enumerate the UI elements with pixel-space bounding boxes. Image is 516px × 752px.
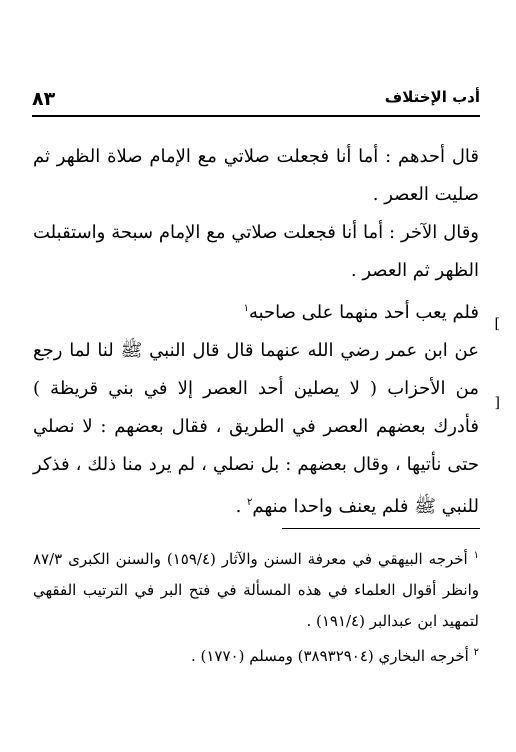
footnote-ref: ٢ [247,497,253,508]
paragraph: فلم يعب أحد منهما على صاحبه$^١$ [243,302,479,323]
running-header [32,88,480,110]
margin-bracket: [ [494,316,500,332]
footnote: $^٢$ أخرجه البخاري (٣٨٩٣٢٩٠٤) ومسلم (١٧٧٠) . [190,647,479,665]
header-rule [32,115,480,117]
footnote-marker: ٢ [473,647,479,658]
footnote-rule [282,528,480,529]
page-number: ٨٣ [32,88,56,110]
margin-bracket: ] [494,395,500,411]
footnote-marker: ١ [473,550,479,561]
book-title: أدب الإختلاف [384,88,480,106]
footnote: $^١$ أخرجه البيهقي في معرفة السنن والآثار (١٥٩/٤) والسنن الكبرى ٨٧/٣ وانظر أقوال العلماء في هذه المسألة في فتح البر في الترتيب الفقهي لتمهيد ابن عبدالبر (١٩١/٤) . [33,550,479,630]
footnotes [33,540,479,672]
paragraph: عن ابن عمر رضي الله عنهما قال قال النبي ﷺ لنا لما رجع من الأحزاب ( لا يصلين أحد العصر إلا في بني قريظة ) فأدرك بعضهم العصر في الطريق ، فقال بعضهم : لا نصلي حتى نأتيها ، وقال بعضهم : بل نصلي ، لم يرد منا ذلك ، فذكر للنبي ﷺ فلم يعنف واحدا منهم$^٢$ . [33,340,479,517]
paragraph: وقال الآخر : أما أنا فجعلت صلاتي مع الإمام سبحة واستقبلت الظهر ثم العصر . [33,222,479,281]
paragraph: قال أحدهم : أما أنا فجعلت صلاتي مع الإمام صلاة الظهر ثم صليت العصر . [33,146,479,205]
main-text [33,138,479,526]
footnote-ref: ١ [243,303,249,314]
